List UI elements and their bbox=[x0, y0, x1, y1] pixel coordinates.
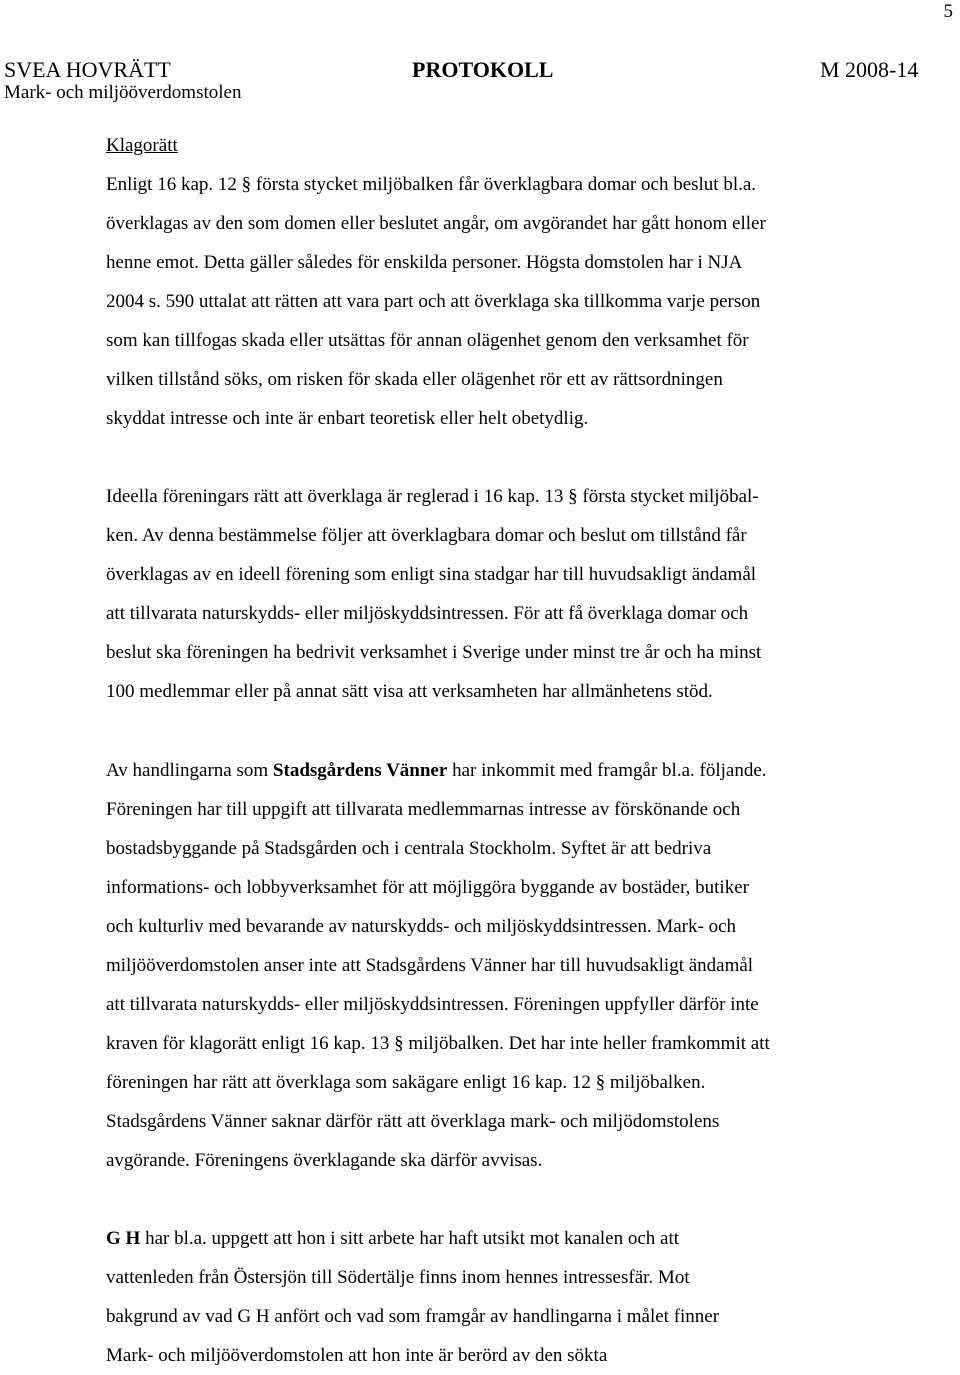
paragraph-line: överklagas av en ideell förening som enligt sina stadgar har till huvudsakligt ändamål bbox=[106, 564, 757, 585]
paragraph-line: miljööverdomstolen anser inte att Stadsgårdens Vänner har till huvudsakligt ändamål bbox=[106, 955, 754, 976]
paragraph-3 bbox=[106, 751, 906, 1180]
paragraph-line bbox=[106, 751, 906, 790]
paragraph-line: och kulturliv med bevarande av naturskydds- och miljöskyddsintressen. Mark- och bbox=[106, 916, 737, 937]
paragraph-line: vattenleden från Östersjön till Södertälje finns inom hennes intressesfär. Mot bbox=[106, 1267, 690, 1288]
paragraph-line: informations- och lobbyverksamhet för att möjliggöra byggande av bostäder, butiker bbox=[106, 877, 749, 898]
paragraph-1 bbox=[106, 165, 906, 438]
text-run: Av handlingarna som bbox=[106, 760, 273, 781]
paragraph-line: vilken tillstånd söks, om risken för skada eller olägenhet rör ett av rättsordningen bbox=[106, 369, 723, 390]
paragraph-line: Föreningen har till uppgift att tillvarata medlemmarnas intresse av förskönande och bbox=[106, 799, 741, 820]
header-case-number: M 2008-14 bbox=[820, 57, 919, 82]
paragraph-line: att tillvarata naturskydds- eller miljöskyddsintressen. Föreningen uppfyller därför inte bbox=[106, 994, 759, 1015]
paragraph-line: bakgrund av vad G H anfört och vad som framgår av handlingarna i målet finner bbox=[106, 1306, 720, 1327]
paragraph-line: föreningen har rätt att överklaga som sakägare enligt 16 kap. 12 § miljöbalken. bbox=[106, 1072, 706, 1093]
header-court: SVEA HOVRÄTT bbox=[4, 57, 171, 82]
paragraph-line: kraven för klagorätt enligt 16 kap. 13 § miljöbalken. Det har inte heller framkommit att bbox=[106, 1033, 770, 1054]
paragraph-line: henne emot. Detta gäller således för enskilda personer. Högsta domstolen har i NJA bbox=[106, 252, 743, 273]
paragraph-line: skyddat intresse och inte är enbart teoretisk eller helt obetydlig. bbox=[106, 408, 589, 429]
paragraph-line: avgörande. Föreningens överklagande ska därför avvisas. bbox=[106, 1150, 543, 1171]
header-division: Mark- och miljööverdomstolen bbox=[4, 82, 242, 103]
paragraph-line: 100 medlemmar eller på annat sätt visa att verksamheten har allmänhetens stöd. bbox=[106, 681, 713, 702]
text-run: har inkommit med framgår bl.a. följande. bbox=[447, 760, 767, 781]
page-number: 5 bbox=[943, 1, 953, 22]
paragraph-line: Mark- och miljööverdomstolen att hon inte är berörd av den sökta bbox=[106, 1345, 608, 1366]
paragraph-line: Enligt 16 kap. 12 § första stycket miljöbalken får överklagbara domar och beslut bl.a. bbox=[106, 174, 757, 195]
person-name: G H bbox=[106, 1228, 141, 1249]
paragraph-line: överklagas av den som domen eller beslutet angår, om avgörandet har gått honom eller bbox=[106, 213, 766, 234]
paragraph-4 bbox=[106, 1219, 906, 1375]
text-run: har bl.a. uppgett att hon i sitt arbete har haft utsikt mot kanalen och att bbox=[140, 1228, 680, 1249]
paragraph-line: beslut ska föreningen ha bedrivit verksamhet i Sverige under minst tre år och ha minst bbox=[106, 642, 762, 663]
paragraph-line: 2004 s. 590 uttalat att rätten att vara part och att överklaga ska tillkomma varje person bbox=[106, 291, 761, 312]
paragraph-line: Stadsgårdens Vänner saknar därför rätt att överklaga mark- och miljödomstolens bbox=[106, 1111, 720, 1132]
paragraph-line bbox=[106, 1219, 906, 1258]
paragraph-line: bostadsbyggande på Stadsgården och i centrala Stockholm. Syftet är att bedriva bbox=[106, 838, 712, 859]
paragraph-line: som kan tillfogas skada eller utsättas för annan olägenhet genom den verksamhet för bbox=[106, 330, 749, 351]
paragraph-line: att tillvarata naturskydds- eller miljöskyddsintressen. För att få överklaga domar och bbox=[106, 603, 749, 624]
association-name: Stadsgårdens Vänner bbox=[272, 760, 448, 781]
section-heading: Klagorätt bbox=[106, 135, 178, 156]
header-doc-type: PROTOKOLL bbox=[412, 57, 554, 82]
paragraph-line: ken. Av denna bestämmelse följer att överklagbara domar och beslut om tillstånd får bbox=[106, 525, 747, 546]
paragraph-2 bbox=[106, 477, 906, 711]
paragraph-line: Ideella föreningars rätt att överklaga är reglerad i 16 kap. 13 § första stycket miljöbal- bbox=[106, 486, 759, 507]
